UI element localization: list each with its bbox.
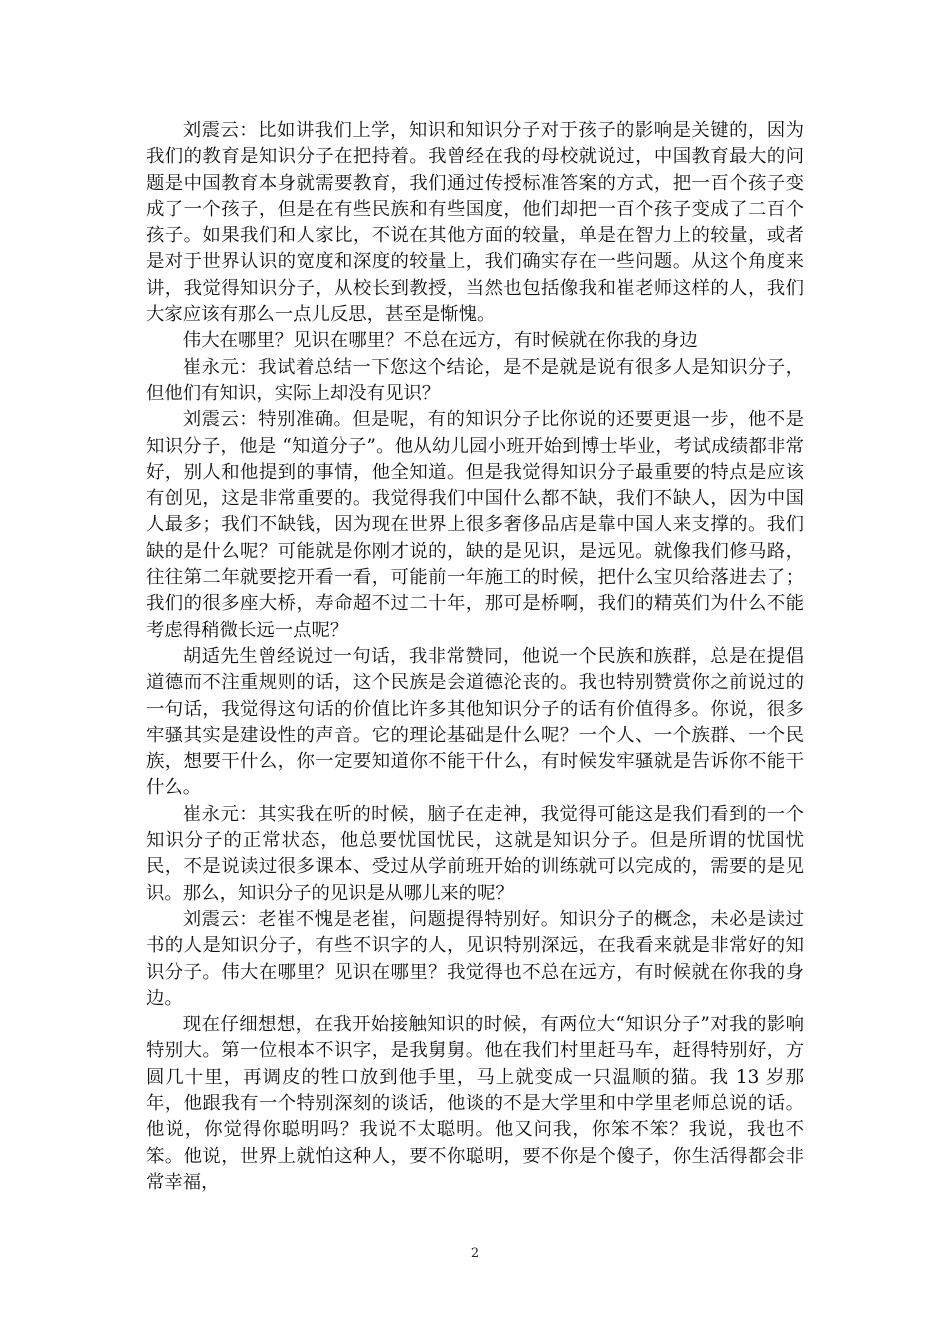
page-number: 2 [470,1246,480,1261]
paragraph-liu-education: 刘震云：比如讲我们上学，知识和知识分子对于孩子的影响是关键的，因为我们的教育是知识分子在把持着。我曾经在我的母校就说过，中国教育最大的问题是中国教育本身就需要教育，我们通过传授标准答案的方式，把一百个孩子变成了一个孩子，但是在有些民族和有些国度，他们却把一百个孩子变成了二百个孩子。如果我们和人家比，不说在其他方面的较量，单是在智力上的较量，或者是对于世界认识的宽度和深度的较量上，我们确实存在一些问题。从这个角度来讲，我觉得知识分子，从校长到教授，当然也包括像我和崔老师这样的人，我们大家应该有那么一点儿反思，甚至是惭愧。 [146,120,804,326]
paragraph-cui-vision: 崔永元：其实我在听的时候，脑子在走神，我觉得可能这是我们看到的一个知识分子的正常状态，他总要忧国忧民，这就是知识分子。但是所谓的忧国忧民，不是说读过很多课本、受过从学前班开始的训练就可以完成的，需要的是见识。那么，知识分子的见识是从哪儿来的呢？ [146,803,804,904]
document-body [146,118,804,1196]
paragraph-liu-knowers: 刘震云：特别准确。但是呢，有的知识分子比你说的还要更退一步，他不是知识分子，他是 “知道分子”。他从幼儿园小班开始到博士毕业，考试成绩都非常好，别人和他提到的事情，他全知道。但是我觉得知识分子最重要的特点是应该有创见，这是非常重要的。我觉得我们中国什么都不缺，我们不缺人，因为中国人最多；我们不缺钱，因为现在世界上很多奢侈品店是靠中国人来支撑的。我们缺的是什么呢？可能就是你刚才说的，缺的是见识，是远见。就像我们修马路，往往第二年就要挖开看一看，可能前一年施工的时候，把什么宝贝给落进去了；我们的很多座大桥，寿命超不过二十年，那可是桥啊，我们的精英们为什么不能考虑得稍微长远一点呢？ [146,409,804,641]
paragraph-uncle-story: 现在仔细想想，在我开始接触知识的时候，有两位大“知识分子”对我的影响特别大。第一位根本不识字，是我舅舅。他在我们村里赶马车，赶得特别好，方圆几十里，再调皮的牲口放到他手里，马上就变成一只温顺的猫。我 13 岁那年，他跟我有一个特别深刻的谈话，他谈的不是大学里和中学里老师总说的话。他说，你觉得你聪明吗？我说不太聪明。他又问我，你笨不笨？我说，我也不笨。他说，世界上就怕这种人，要不你聪明，要不你是个傻子，你生活得都会非常幸福， [146,1014,804,1193]
paragraph-hu-shi-quote: 胡适先生曾经说过一句话，我非常赞同，他说一个民族和族群，总是在提倡道德而不注重规则的话，这个民族是会道德沦丧的。我也特别赞赏你之前说过的一句话，我觉得这句话的价值比许多其他知识分子的话有价值得多。你说，很多牢骚其实是建设性的声音。它的理论基础是什么呢？一个人、一个族群、一个民族，想要干什么，你一定要知道你不能干什么，有时候发牢骚就是告诉你不能干什么。 [146,645,804,799]
paragraph-cui-summary: 崔永元：我试着总结一下您这个结论，是不是就是说有很多人是知识分子，但他们有知识，实际上却没有见识？ [146,356,804,404]
paragraph-liu-concept: 刘震云：老崔不愧是老崔，问题提得特别好。知识分子的概念，未必是读过书的人是知识分子，有些不识字的人，见识特别深远，在我看来就是非常好的知识分子。伟大在哪里？见识在哪里？我觉得也不总在远方，有时候就在你我的身边。 [146,908,804,1009]
paragraph-heading-greatness: 伟大在哪里？见识在哪里？不总在远方，有时候就在你我的身边 [182,330,698,352]
